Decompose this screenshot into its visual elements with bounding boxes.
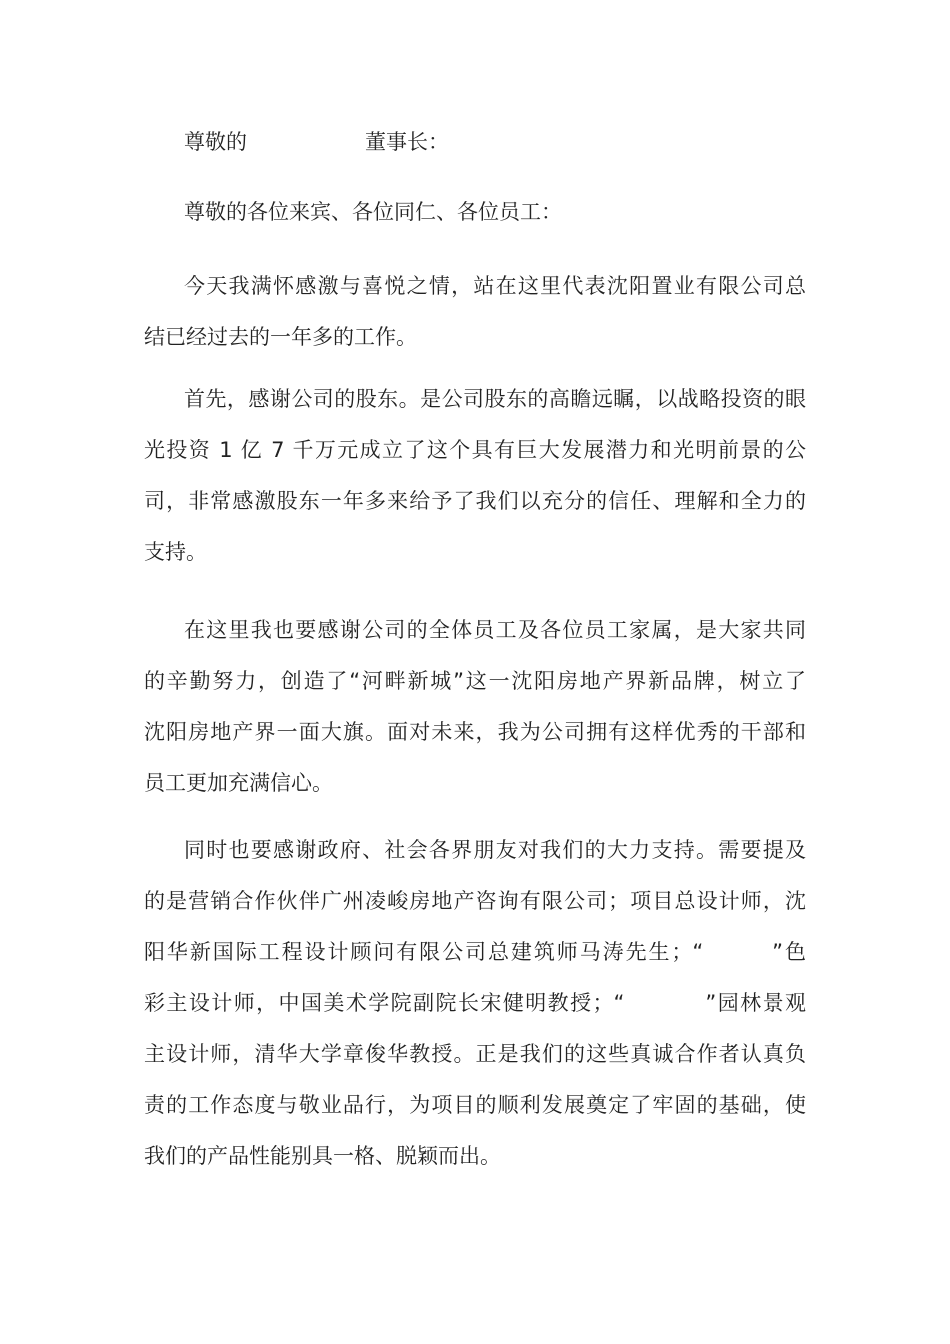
greeting — [144, 187, 806, 238]
text-line: 首先，感谢公司的股东。是公司股东的高瞻远瞩，以战略投资的眼 — [184, 387, 806, 411]
text-line: 员工更加充满信心。 — [144, 771, 333, 795]
salutation-line — [144, 117, 806, 168]
paragraph — [144, 261, 806, 363]
text-line: 的是营销合作伙伴广州凌峻房地产咨询有限公司；项目总设计师，沈 — [144, 889, 806, 913]
text-line: 主设计师，清华大学章俊华教授。正是我们的这些真诚合作者认真负 — [144, 1042, 806, 1066]
text-line: 阳华新国际工程设计顾问有限公司总建筑师马涛先生；“ ”色 — [144, 940, 806, 964]
text-line: 我们的产品性能别具一格、脱颖而出。 — [144, 1144, 501, 1168]
paragraph — [144, 825, 806, 1182]
document-page — [144, 117, 806, 1182]
text-line: 结已经过去的一年多的工作。 — [144, 325, 417, 349]
text-line: 今天我满怀感激与喜悦之情，站在这里代表沈阳置业有限公司总 — [184, 274, 806, 298]
paragraph — [144, 605, 806, 809]
text-line: 光投资 1 亿 7 千万元成立了这个具有巨大发展潜力和光明前景的公 — [144, 438, 806, 462]
salutation — [144, 117, 806, 168]
text-line: 的辛勤努力，创造了“河畔新城”这一沈阳房地产界新品牌，树立了 — [144, 669, 806, 693]
text-line: 责的工作态度与敬业品行，为项目的顺利发展奠定了牢固的基础，使 — [144, 1093, 806, 1117]
salutation-prefix: 尊敬的 — [184, 130, 247, 154]
paragraph — [144, 374, 806, 578]
text-line: 在这里我也要感谢公司的全体员工及各位员工家属，是大家共同 — [184, 618, 806, 642]
greeting-line: 尊敬的各位来宾、各位同仁、各位员工： — [184, 200, 562, 224]
salutation-suffix: 董事长： — [365, 130, 449, 154]
text-line: 彩主设计师，中国美术学院副院长宋健明教授；“ ”园林景观 — [144, 991, 806, 1015]
text-line: 司，非常感激股东一年多来给予了我们以充分的信任、理解和全力的 — [144, 489, 806, 513]
text-line: 沈阳房地产界一面大旗。面对未来，我为公司拥有这样优秀的干部和 — [144, 720, 806, 744]
text-line: 同时也要感谢政府、社会各界朋友对我们的大力支持。需要提及 — [184, 838, 806, 862]
text-line: 支持。 — [144, 540, 207, 564]
